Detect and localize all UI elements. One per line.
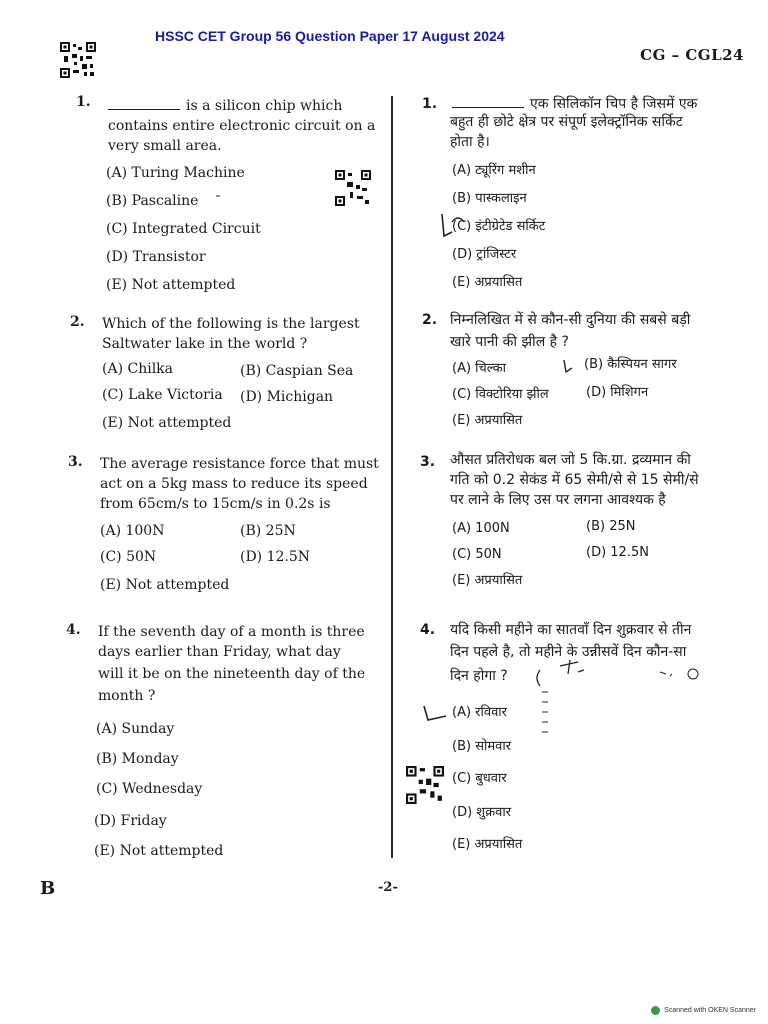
option-e: (E) अप्रयासित (452, 413, 523, 428)
question-text: यदि किसी महीने का सातवाँ दिन शुक्रवार से तीन (450, 622, 692, 638)
option-d: (D) Michigan (240, 389, 334, 405)
question-number: 4. (66, 622, 81, 638)
page-number: -2- (378, 880, 398, 895)
question-number: 2. (422, 312, 438, 328)
option-b: (B) Monday (96, 751, 179, 767)
option-b: (B) कैस्पियन सागर (584, 357, 677, 372)
option-a: (A) 100N (452, 521, 510, 536)
question-text: औसत प्रतिरोधक बल जो 5 कि.ग्रा. द्रव्यमान की (450, 452, 691, 468)
option-e: (E) Not attempted (102, 415, 232, 431)
option-a: (A) Sunday (96, 721, 175, 737)
scanner-label: Scanned with OKEN Scanner (664, 1007, 756, 1014)
option-b: (B) 25N (240, 523, 296, 539)
scanner-watermark (651, 1006, 756, 1015)
option-b: (B) पास्कलाइन (452, 191, 527, 206)
question-text: The average resistance force that must (100, 456, 379, 472)
option-b: (B) Pascaline (106, 193, 199, 209)
option-a: (A) रविवार (452, 705, 507, 720)
option-d: (D) ट्रांजिस्टर (452, 247, 517, 262)
question-number: 2. (70, 314, 85, 330)
question-text: बहुत ही छोटे क्षेत्र पर संपूर्ण इलेक्ट्रॉनिक सर्किट (450, 114, 683, 130)
answer-blank (108, 109, 180, 110)
option-c: (C) Integrated Circuit (106, 221, 261, 237)
question-text: एक सिलिकॉन चिप है जिसमें एक (452, 94, 752, 114)
question-text: is a silicon chip which (108, 96, 393, 116)
option-a: (A) Turing Machine (106, 165, 245, 181)
option-c: (C) 50N (100, 549, 157, 565)
question-text: खारे पानी की झील है ? (450, 334, 569, 350)
question-number: 4. (420, 622, 436, 638)
option-b: (B) 25N (586, 519, 636, 534)
option-c: (C) Wednesday (96, 781, 203, 797)
question-text: दिन होगा ? (450, 668, 508, 684)
option-a: (A) 100N (100, 523, 165, 539)
question-number: 3. (68, 454, 83, 470)
booklet-series: B (40, 878, 56, 899)
question-text: Which of the following is the largest (102, 316, 360, 332)
scanner-logo-icon (651, 1006, 660, 1015)
question-text: गति को 0.2 सेकंड में 65 सेमी/से से 15 सेमी/से (450, 472, 699, 488)
question-text: होता है। (450, 134, 490, 150)
option-c: (C) 50N (452, 547, 502, 562)
option-d: (D) 12.5N (586, 545, 649, 560)
page-title: HSSC CET Group 56 Question Paper 17 August 2024 (155, 28, 505, 44)
option-e: (E) Not attempted (94, 843, 224, 859)
question-text: पर लाने के लिए उस पर लगना आवश्यक है (450, 492, 666, 508)
english-column (66, 90, 388, 870)
option-d: (D) 12.5N (240, 549, 311, 565)
option-c: (C) इंटीग्रेटेड सर्किट (452, 219, 546, 234)
question-text: days earlier than Friday, what day (98, 644, 341, 660)
option-e: (E) अप्रयासित (452, 837, 523, 852)
answer-blank (452, 107, 524, 108)
option-e: (E) Not attempted (106, 277, 236, 293)
option-d: (D) Transistor (106, 249, 206, 265)
column-divider (391, 96, 393, 858)
question-text: very small area. (108, 138, 222, 154)
hindi-column (418, 90, 754, 870)
qr-code-icon (60, 42, 96, 78)
option-c: (C) विक्टोरिया झील (452, 387, 549, 402)
question-number: 3. (420, 454, 436, 470)
option-b: (B) सोमवार (452, 739, 512, 754)
paper-code: CG – CGL24 (640, 46, 744, 64)
question-number: 1. (76, 94, 91, 110)
question-text: contains entire electronic circuit on a (108, 118, 376, 134)
question-text: निम्नलिखित में से कौन-सी दुनिया की सबसे बड़ी (450, 312, 691, 328)
option-a: (A) चिल्का (452, 361, 507, 376)
option-e: (E) Not attempted (100, 577, 230, 593)
question-text: will it be on the nineteenth day of the (98, 666, 366, 682)
option-c: (C) बुधवार (452, 771, 507, 786)
option-e: (E) अप्रयासित (452, 275, 523, 290)
option-a: (A) Chilka (102, 361, 173, 377)
question-number: 1. (422, 96, 438, 112)
option-d: (D) Friday (94, 813, 167, 829)
question-text: Saltwater lake in the world ? (102, 336, 308, 352)
question-text: दिन पहले है, तो महीने के उन्नीसवें दिन कौन-सा (450, 644, 687, 660)
option-d: (D) शुक्रवार (452, 805, 512, 820)
question-text: act on a 5kg mass to reduce its speed (100, 476, 368, 492)
question-text: month ? (98, 688, 156, 704)
question-text: If the seventh day of a month is three (98, 624, 365, 640)
option-c: (C) Lake Victoria (102, 387, 223, 403)
option-d: (D) मिशिगन (586, 385, 649, 400)
option-a: (A) ट्यूरिंग मशीन (452, 163, 536, 178)
option-b: (B) Caspian Sea (240, 363, 354, 379)
question-text: from 65cm/s to 15cm/s in 0.2s is (100, 496, 331, 512)
option-e: (E) अप्रयासित (452, 573, 523, 588)
